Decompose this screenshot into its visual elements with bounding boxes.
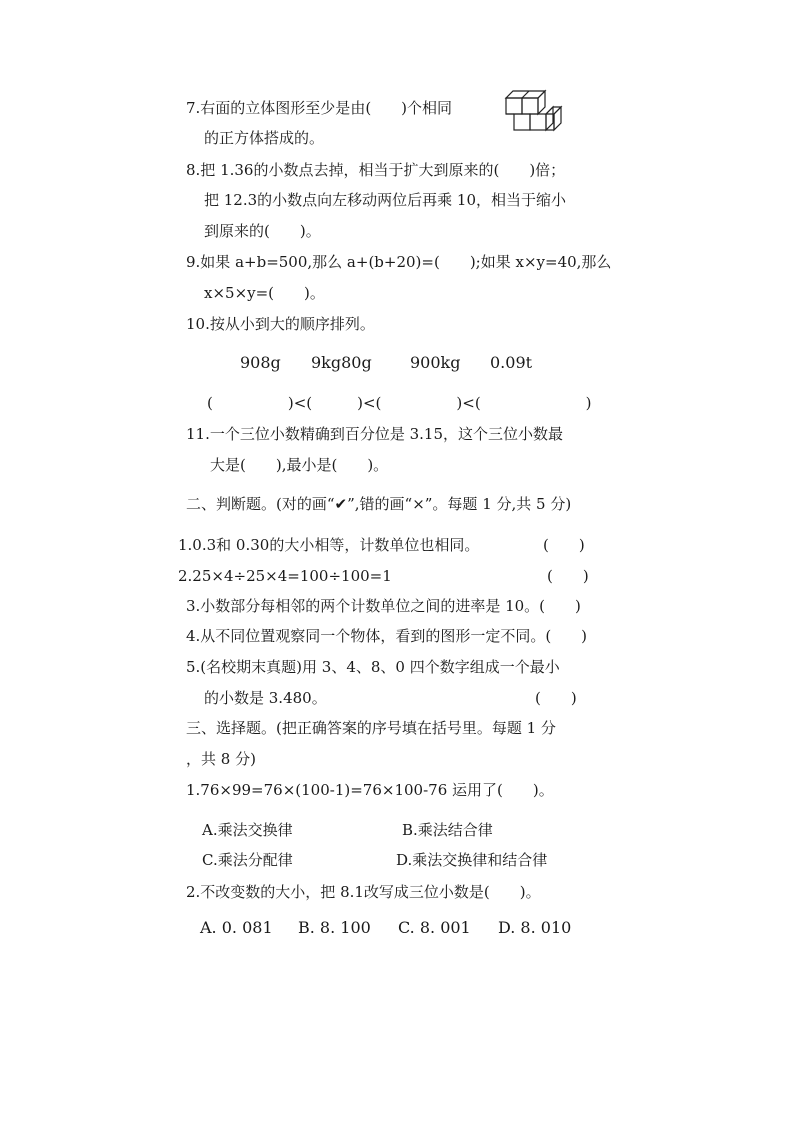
judge-item-3: 3.小数部分每相邻的两个计数单位之间的进率是 10。( ): [186, 597, 581, 615]
q10-item-1: 908g: [240, 353, 281, 372]
choice-heading-line2: ，共 8 分): [186, 750, 256, 768]
judge-item-5-blank: ( ): [535, 689, 577, 707]
q10-blanks: ( )<( )<( )<( ): [207, 394, 592, 412]
q10-prompt: 10.按从小到大的顺序排列。: [186, 315, 375, 333]
q7-line2: 的正方体搭成的。: [204, 129, 325, 147]
q7-line1: 7.右面的立体图形至少是由( )个相同: [186, 99, 453, 117]
q8-line1: 8.把 1.36的小数点去掉，相当于扩大到原来的( )倍；: [186, 161, 566, 179]
q8-line3: 到原来的( )。: [204, 222, 321, 240]
choice-q2-d: D. 8. 010: [498, 918, 572, 937]
choice-q2-b: B. 8. 100: [298, 918, 371, 937]
choice-q2-c: C. 8. 001: [398, 918, 471, 937]
q10-item-3: 900kg: [410, 353, 461, 372]
judge-heading: 二、判断题。(对的画“✔”,错的画“×”。每题 1 分,共 5 分): [186, 495, 572, 513]
judge-item-2: 2.25×4÷25×4=100÷100=1: [178, 567, 392, 585]
choice-q1: 1.76×99=76×(100-1)=76×100-76 运用了( )。: [186, 781, 554, 799]
judge-item-1: 1.0.3和 0.30的大小相等，计数单位也相同。: [178, 536, 480, 554]
choice-q2-a: A. 0. 081: [200, 918, 273, 937]
q11-line1: 11.一个三位小数精确到百分位是 3.15，这个三位小数最: [186, 425, 564, 443]
judge-item-5: 5.(名校期末真题)用 3、4、8、0 四个数字组成一个最小: [186, 658, 560, 676]
choice-q2: 2.不改变数的大小，把 8.1改写成三位小数是( )。: [186, 883, 541, 901]
cube-stack-icon: [504, 88, 568, 134]
choice-q1-b: B.乘法结合律: [402, 821, 493, 839]
judge-item-2-blank: ( ): [547, 567, 589, 585]
judge-item-4: 4.从不同位置观察同一个物体，看到的图形一定不同。( ): [186, 627, 588, 645]
q9-line2: x×5×y=( )。: [204, 284, 325, 302]
choice-q1-d: D.乘法交换律和结合律: [396, 851, 548, 869]
q10-item-4: 0.09t: [490, 353, 533, 372]
judge-item-1-blank: ( ): [543, 536, 585, 554]
q11-line2: 大是( ),最小是( )。: [210, 456, 389, 474]
choice-q1-a: A.乘法交换律: [202, 821, 293, 839]
q8-line2: 把 12.3的小数点向左移动两位后再乘 10，相当于缩小: [204, 191, 567, 209]
choice-heading: 三、选择题。(把正确答案的序号填在括号里。每题 1 分: [186, 719, 556, 737]
q9-line1: 9.如果 a+b=500,那么 a+(b+20)=( );如果 x×y=40,那么: [186, 253, 612, 271]
judge-item-5-line2: 的小数是 3.480。: [204, 689, 327, 707]
q10-item-2: 9kg80g: [311, 353, 372, 372]
choice-q1-c: C.乘法分配律: [202, 851, 293, 869]
